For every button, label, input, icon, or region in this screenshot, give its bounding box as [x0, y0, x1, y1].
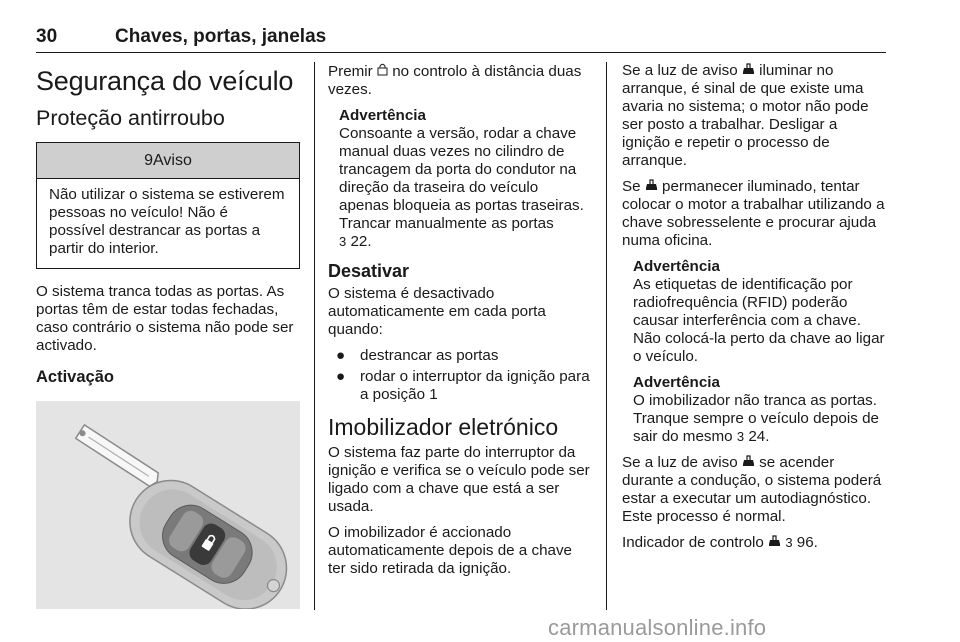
car-key-warning-icon: [768, 535, 781, 547]
immobilizer-paragraph-1: O sistema faz parte do interruptor da ignição e verifica se o veículo pode ser ligado com a chave que está a ser usada.: [328, 444, 590, 515]
list-item: ● destrancar as portas: [336, 347, 499, 364]
list-item: ● rodar o interruptor da ignição para a posição 1: [336, 368, 590, 403]
deactivate-conditions: [328, 347, 592, 404]
antitheft-paragraph: O sistema tranca todas as portas. As portas têm de estar todas fechadas, caso contrário o sistema não pode ser activado.: [36, 283, 294, 354]
car-key-warning-icon: [645, 179, 658, 191]
note-title: Advertência: [339, 107, 426, 124]
remote-key-icon: [36, 401, 300, 609]
note-text: As etiquetas de identificação por radiofrequência (RFID) poderão causar interferência com a chave. Não colocá-la perto da chave ao ligar o veículo.: [633, 276, 885, 365]
driving-light-text-post: se acender durante a condução, o sistema poderá estar a executar um autodiagnóstico. Este processo é normal.: [622, 454, 882, 525]
page-number: 30: [36, 26, 58, 47]
note-title: Advertência: [633, 374, 720, 391]
press-text-post: no controlo à distância duas vezes.: [328, 63, 582, 98]
section-title: Segurança do veículo: [36, 66, 294, 96]
press-text-pre: Premir: [328, 63, 373, 80]
control-indicator-text: Indicador de controlo: [622, 534, 764, 551]
persist-text-pre: Se: [622, 178, 641, 195]
page-reference-arrow-icon: 3: [339, 234, 347, 249]
running-title: Chaves, portas, janelas: [115, 26, 327, 47]
page-reference-arrow-icon: 3: [736, 429, 745, 444]
persist-text-post: permanecer iluminado, tentar colocar o motor a trabalhar utilizando a chave sobresselente e procurar ajuda numa oficina.: [622, 178, 885, 249]
padlock-icon: [377, 62, 388, 76]
page-reference-link[interactable]: 22.: [350, 233, 372, 250]
remote-key-illustration: [36, 401, 300, 609]
note-text: Consoante a versão, rodar a chave manual duas vezes no cilindro de trancagem da porta do condutor na direção da traseira do veículo apenas bloqueia as portas traseiras. Trancar manualmente as portas: [339, 125, 584, 232]
page-reference-link[interactable]: 24.: [748, 428, 770, 445]
warning-box: [36, 142, 300, 269]
warning-header: [37, 143, 299, 179]
page-reference-link[interactable]: 96.: [796, 534, 818, 551]
column-divider-1: [314, 62, 315, 610]
column-2: [328, 62, 592, 586]
immobilizer-paragraph-2: O imobilizador é accionado automaticamente depois de a chave ter sido retirada da ignição.: [328, 524, 573, 577]
watermark: carmanualsonline.info: [548, 615, 767, 640]
note-immobilizer-locking: [633, 374, 888, 446]
bullet-dot: ●: [336, 347, 346, 364]
column-1: [36, 62, 300, 609]
bullet-dot: ●: [336, 368, 346, 385]
warning-triangle-icon: 9: [144, 152, 154, 169]
warning-label: Aviso: [153, 152, 192, 169]
note-text: O imobilizador não tranca as portas. Tranque sempre o veículo depois de sair do mesmo: [633, 392, 879, 445]
warning-light-text-pre: Se a luz de aviso: [622, 62, 738, 79]
page-header: [36, 26, 886, 52]
header-rule: [36, 52, 886, 53]
immobilizer-title: Imobilizador eletrónico: [328, 414, 559, 440]
warning-text: Não utilizar o sistema se estiverem pessoas no veículo! Não é possível destrancar as portas a partir do interior.: [49, 186, 285, 257]
deactivate-text: O sistema é desactivado automaticamente em cada porta quando:: [328, 285, 546, 338]
driving-light-text-pre: Se a luz de aviso: [622, 454, 738, 471]
warning-light-text-post: iluminar no arranque, é sinal de que existe uma avaria no sistema; o motor não pode ser posto a trabalhar. Desligar a ignição e repetir o processo de arranque.: [622, 62, 869, 169]
note-rfid: [633, 258, 888, 366]
subsection-title: Proteção antirroubo: [36, 106, 225, 130]
car-key-warning-icon: [742, 455, 755, 467]
deactivate-heading: Desativar: [328, 261, 410, 281]
note-rotate-key: [339, 107, 592, 251]
activation-heading: Activação: [36, 368, 114, 386]
car-key-warning-icon: [742, 63, 755, 75]
column-divider-2: [606, 62, 607, 610]
column-3: [622, 62, 888, 560]
note-title: Advertência: [633, 258, 720, 275]
page-reference-arrow-icon: 3: [785, 535, 793, 550]
